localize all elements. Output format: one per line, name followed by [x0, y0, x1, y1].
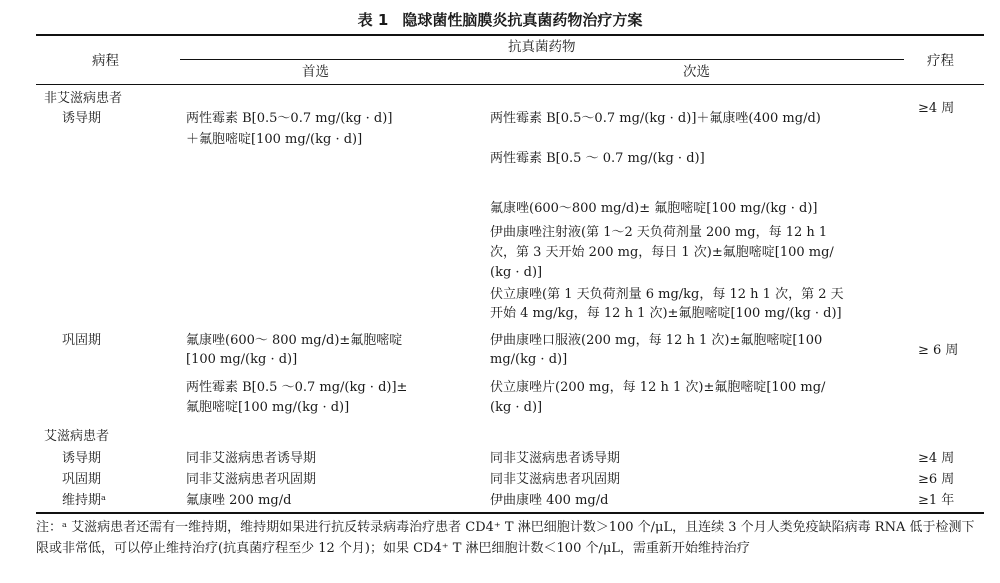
aids-induction-second: 同非艾滋病患者诱导期 [490, 451, 621, 466]
aids-maintenance-duration: ≥1 年 [918, 493, 955, 508]
aids-consolidation-second: 同非艾滋病患者巩固期 [490, 472, 621, 487]
induction-second-option-4-line-1: 伊曲康唑注射液(第 1～2 天负荷剂量 200 mg，每 12 h 1 [490, 225, 828, 240]
induction-first-line-2: ＋氟胞嘧啶[100 mg/(kg · d)] [186, 132, 363, 147]
consolidation-second-option-2-line-2: (kg · d)] [490, 400, 543, 415]
consolidation-first-option-2-line-1: 两性霉素 B[0.5 ～0.7 mg/(kg · d)]± [186, 380, 408, 395]
consolidation-first-option-1-line-1: 氟康唑(600～ 800 mg/d)±氟胞嘧啶 [186, 333, 403, 348]
induction-second-option-5-line-1: 伏立康唑(第 1 天负荷剂量 6 mg/kg，每 12 h 1 次，第 2 天 [490, 287, 844, 302]
header-bottom-rule [36, 84, 984, 85]
consolidation-first-option-1-line-2: [100 mg/(kg · d)] [186, 352, 298, 367]
header-second-choice: 次选 [683, 64, 710, 80]
row-label-induction: 诱导期 [62, 111, 102, 126]
header-antifungal: 抗真菌药物 [508, 39, 576, 55]
group-title-non-aids: 非艾滋病患者 [44, 91, 123, 106]
header-course: 病程 [92, 53, 119, 69]
aids-consolidation-first: 同非艾滋病患者巩固期 [186, 472, 317, 487]
top-rule [36, 34, 984, 36]
table-caption [0, 9, 1000, 30]
aids-consolidation-duration: ≥6 周 [918, 472, 955, 487]
aids-row-label-consolidation: 巩固期 [62, 472, 102, 487]
consolidation-second-option-1-line-1: 伊曲康唑口服液(200 mg，每 12 h 1 次)±氟胞嘧啶[100 [490, 333, 823, 348]
header-first-choice: 首选 [302, 64, 329, 80]
consolidation-duration: ≥ 6 周 [918, 343, 959, 358]
aids-row-label-induction: 诱导期 [62, 451, 102, 466]
consolidation-second-option-1-line-2: mg/(kg · d)] [490, 352, 568, 367]
consolidation-second-option-2-line-1: 伏立康唑片(200 mg，每 12 h 1 次)±氟胞嘧啶[100 mg/ [490, 380, 826, 395]
induction-second-option-3: 氟康唑(600～800 mg/d)± 氟胞嘧啶[100 mg/(kg · d)] [490, 201, 818, 216]
aids-maintenance-first: 氟康唑 200 mg/d [186, 493, 292, 508]
aids-maintenance-second: 伊曲康唑 400 mg/d [490, 493, 609, 508]
induction-duration: ≥4 周 [918, 101, 955, 116]
table-footnote: 注：ᵃ 艾滋病患者还需有一维持期，维持期如果进行抗反转录病毒治疗患者 CD4⁺ T 淋巴细胞计数＞100 个/μL，且连续 3 个月人类免疫缺陷病毒 RNA 低于检测下限或非常低，可以停止维持治疗(抗真菌疗程至少 12 个月)；如果 CD4⁺ T 淋巴细胞计数＜100 个/μL，需重新开始维持治疗 [36, 520, 975, 556]
row-label-consolidation: 巩固期 [62, 333, 102, 348]
aids-row-label-maintenance: 维持期ᵃ [62, 493, 107, 508]
induction-second-option-4-line-3: (kg · d)] [490, 265, 543, 280]
group-title-aids: 艾滋病患者 [44, 429, 110, 444]
table-number: 表 1 [357, 11, 389, 29]
induction-first-line-1: 两性霉素 B[0.5～0.7 mg/(kg · d)] [186, 111, 393, 126]
aids-induction-duration: ≥4 周 [918, 451, 955, 466]
induction-second-option-2: 两性霉素 B[0.5 ～ 0.7 mg/(kg · d)] [490, 151, 705, 166]
consolidation-first-option-2-line-2: 氟胞嘧啶[100 mg/(kg · d)] [186, 400, 350, 415]
induction-second-option-5-line-2: 开始 4 mg/kg，每 12 h 1 次)±氟胞嘧啶[100 mg/(kg · d)] [490, 306, 842, 321]
aids-induction-first: 同非艾滋病患者诱导期 [186, 451, 317, 466]
induction-second-option-1: 两性霉素 B[0.5～0.7 mg/(kg · d)]＋氟康唑(400 mg/d) [490, 111, 821, 126]
bottom-rule [36, 512, 984, 514]
table-title: 隐球菌性脑膜炎抗真菌药物治疗方案 [402, 11, 643, 29]
induction-second-option-4-line-2: 次，第 3 天开始 200 mg，每日 1 次)±氟胞嘧啶[100 mg/ [490, 245, 834, 260]
header-duration: 疗程 [927, 53, 954, 69]
header-sub-rule [180, 59, 904, 60]
